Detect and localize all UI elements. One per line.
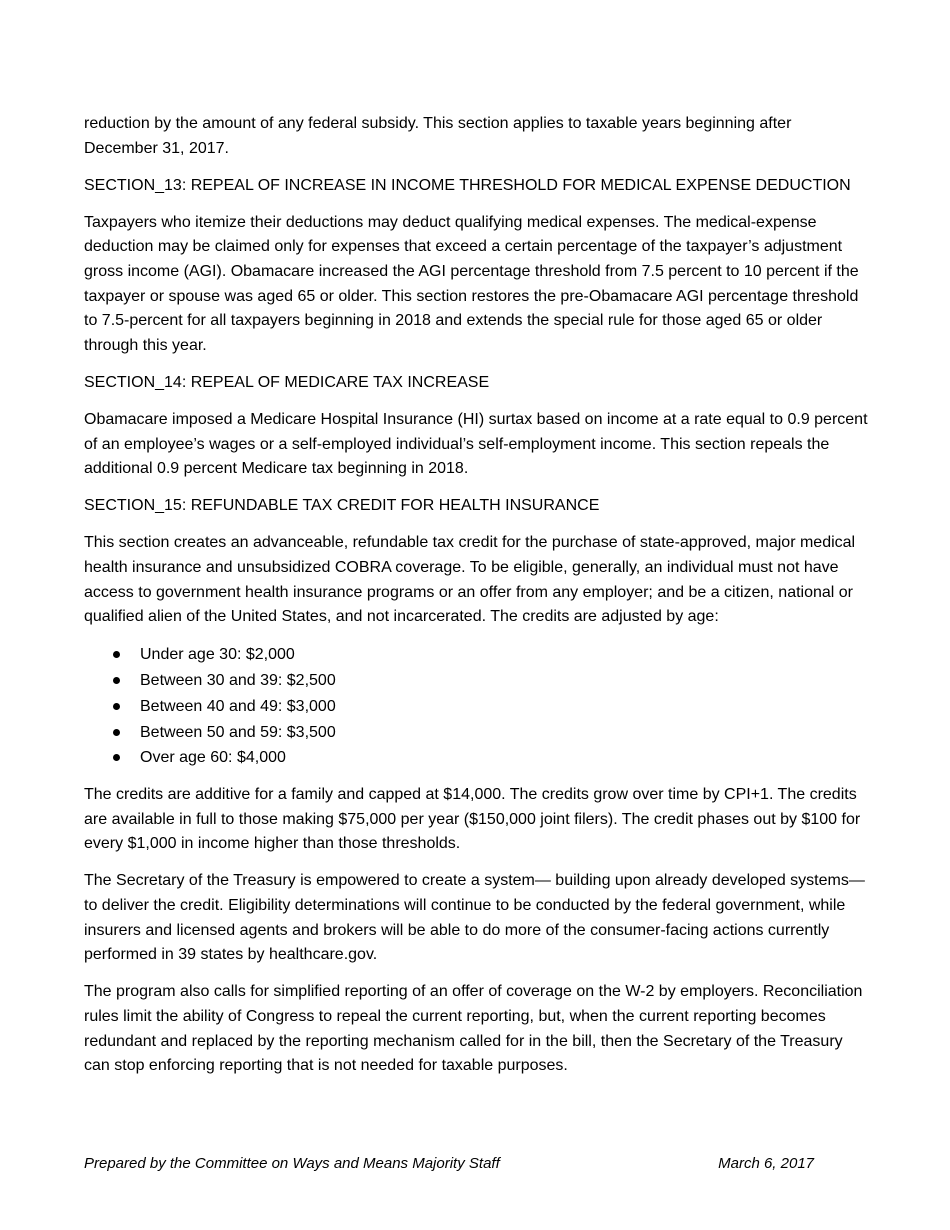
bullet-icon (113, 703, 120, 710)
credits-cap-paragraph: The credits are additive for a family and capped at $14,000. The credits grow over time by CPI+1. The credits are available in full to those making $75,000 per year ($150,000 joint filers). The credit phases out by $100 for every $1,000 in income higher than those thresholds. (84, 786, 861, 853)
bullet-icon (113, 651, 120, 658)
bullet-icon (113, 677, 120, 684)
list-item (84, 745, 868, 771)
prepared-by-text: Prepared by the Committee on Ways and Means Majority Staff (84, 1155, 500, 1172)
footer-date: March 6, 2017 (718, 1155, 814, 1172)
section-14-heading: SECTION_14: REPEAL OF MEDICARE TAX INCREASE (84, 373, 490, 391)
section-15-heading: SECTION_15: REFUNDABLE TAX CREDIT FOR HEALTH INSURANCE (84, 497, 600, 515)
list-item-text: Over age 60: $4,000 (140, 749, 286, 767)
age-credit-list (84, 642, 868, 771)
section-14-body: Obamacare imposed a Medicare Hospital Insurance (HI) surtax based on income at a rate equal to 0.9 percent of an employee’s wages or a self-employed individual’s self-employment income. This section repeals the additional 0.9 percent Medicare tax beginning in 2018. (84, 410, 868, 478)
list-item (84, 694, 868, 720)
document-page (84, 112, 868, 1091)
bullet-icon (113, 754, 120, 761)
list-item (84, 668, 868, 694)
section-13-body: Taxpayers who itemize their deductions may deduct qualifying medical expenses. The medical-expense deduction may be claimed only for expenses that exceed a certain percentage of the taxpayer’s adjustment gross income (AGI). Obamacare increased the AGI percentage threshold from 7.5 percent to 10 percent if the taxpayer or spouse was aged 65 or older. This section restores the pre-Obamacare AGI percentage threshold to 7.5-percent for all taxpayers beginning in 2018 and extends the special rule for those aged 65 or older through this year. (84, 213, 859, 354)
reporting-paragraph: The program also calls for simplified reporting of an offer of coverage on the W-2 by employers. Reconciliation rules limit the ability of Congress to repeal the current reporting, but, when the current reporting becomes redundant and replaced by the reporting mechanism called for in the bill, then the Secretary of the Treasury can stop enforcing reporting that is not needed for taxable purposes. (84, 983, 863, 1075)
list-item-text: Between 30 and 39: $2,500 (140, 671, 336, 689)
list-item (84, 642, 868, 668)
treasury-system-paragraph: The Secretary of the Treasury is empowered to create a system— building upon already developed systems— to deliver the credit. Eligibility determinations will continue to be conducted by the federal government, while insurers and licensed agents and brokers will be able to do more of the consumer-facing actions currently performed in 39 states by healthcare.gov. (84, 872, 865, 964)
continuation-paragraph: reduction by the amount of any federal subsidy. This section applies to taxable years beginning after December 31, 2017. (84, 115, 792, 157)
section-13-heading: SECTION_13: REPEAL OF INCREASE IN INCOME THRESHOLD FOR MEDICAL EXPENSE DEDUCTION (84, 176, 851, 194)
list-item-text: Between 40 and 49: $3,000 (140, 697, 336, 715)
list-item-text: Between 50 and 59: $3,500 (140, 723, 336, 741)
section-15-body: This section creates an advanceable, refundable tax credit for the purchase of state-approved, major medical health insurance and unsubsidized COBRA coverage. To be eligible, generally, an individual must not have access to government health insurance programs or an offer from any employer; and be a citizen, national or qualified alien of the United States, and not incarcerated. The credits are adjusted by age: (84, 534, 856, 626)
list-item-text: Under age 30: $2,000 (140, 646, 295, 664)
list-item (84, 720, 868, 746)
bullet-icon (113, 729, 120, 736)
